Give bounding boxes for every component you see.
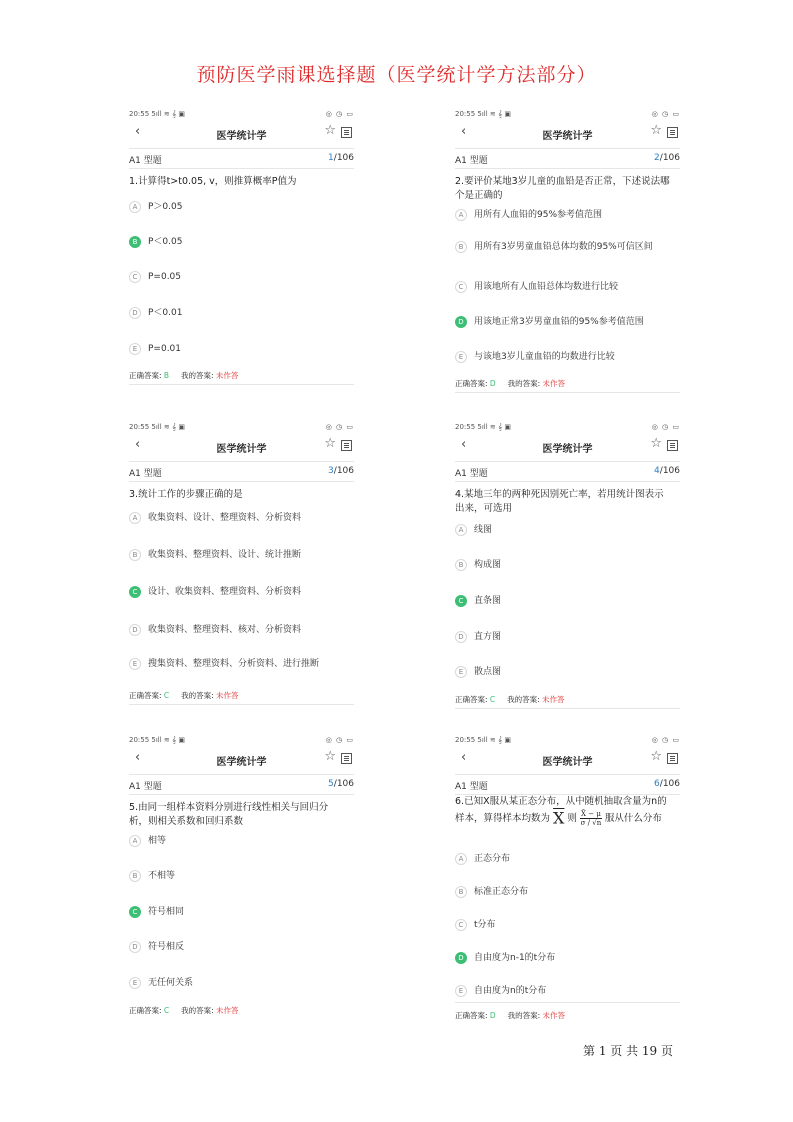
option-letter: D [129, 941, 141, 953]
answer-sheet-icon[interactable] [341, 440, 352, 451]
option-text: 无任何关系 [148, 978, 194, 988]
option-letter: A [129, 835, 141, 847]
option-a[interactable] [129, 200, 354, 216]
option-text: 用该地所有人血铅总体均数进行比较 [474, 282, 619, 292]
option-text: 与该地3岁儿童血铅的均数进行比较 [474, 352, 615, 362]
option-letter: D [455, 631, 467, 643]
divider [455, 774, 680, 775]
my-answer: 未作答 [215, 371, 239, 380]
option-letter: B [129, 236, 141, 248]
question-card-5 [129, 734, 354, 1024]
divider [129, 461, 354, 462]
nav-bar [455, 122, 680, 144]
document-title: 预防医学雨课选择题（医学统计学方法部分） [196, 64, 597, 86]
star-icon[interactable]: ☆ [650, 749, 662, 764]
back-icon[interactable]: ‹ [461, 437, 467, 452]
question-text: 5.由同一组样本资料分别进行线性相关与回归分析，则相关系数和回归系数 [129, 802, 329, 827]
question-text: 4.某地三年的两种死因别死亡率，若用统计图表示出来，可选用 [455, 489, 664, 514]
option-letter: D [455, 952, 467, 964]
current-index: 5 [328, 779, 334, 789]
correct-answer: B [163, 371, 170, 380]
current-index: 4 [654, 466, 660, 476]
question-counter [328, 153, 354, 163]
status-bar [129, 108, 354, 120]
nav-bar [129, 435, 354, 457]
status-icons: ◎ ◷ ▭ [651, 736, 680, 744]
option-d[interactable] [455, 630, 680, 646]
total-count: /106 [333, 466, 354, 476]
option-a[interactable] [455, 523, 680, 539]
total-count: /106 [333, 779, 354, 789]
divider [455, 148, 680, 149]
current-index: 6 [654, 779, 660, 789]
my-answer: 未作答 [542, 379, 566, 388]
option-text: P＜0.01 [148, 308, 183, 318]
option-c[interactable] [455, 918, 680, 934]
option-text: 收集资料、整理资料、设计、统计推断 [148, 550, 302, 560]
correct-answer: C [163, 1006, 170, 1015]
answer-sheet-icon[interactable] [341, 753, 352, 764]
option-letter: B [455, 886, 467, 898]
option-e[interactable] [129, 657, 354, 673]
correct-answer: C [489, 695, 496, 704]
question-type: A1 型题 [129, 156, 162, 166]
option-d[interactable] [455, 951, 680, 967]
option-letter: C [129, 906, 141, 918]
status-bar [455, 421, 680, 433]
option-letter: A [129, 201, 141, 213]
correct-answer: D [489, 379, 496, 388]
option-text: 正态分布 [474, 854, 511, 864]
option-e[interactable] [455, 984, 680, 1000]
my-answer-label: 我的答案: [181, 371, 214, 380]
star-icon[interactable]: ☆ [650, 123, 662, 138]
question-text [455, 794, 670, 827]
question-counter [654, 779, 680, 789]
my-answer: 未作答 [542, 695, 565, 704]
option-letter: C [455, 919, 467, 931]
my-answer-label: 我的答案: [181, 691, 214, 700]
divider [129, 384, 354, 385]
divider [455, 392, 680, 393]
option-b[interactable] [129, 548, 354, 564]
option-c[interactable] [129, 270, 354, 286]
option-e[interactable] [129, 976, 354, 992]
option-text: 用所有人血铅的95%参考值范围 [474, 210, 603, 220]
option-text: 直条图 [474, 596, 502, 606]
option-letter: C [455, 281, 467, 293]
status-icons: ◎ ◷ ▭ [651, 423, 680, 431]
current-index: 3 [328, 466, 334, 476]
status-time: 20:55 5ıll ≋ 𝄞 ▣ [455, 423, 511, 431]
option-text: 线图 [474, 525, 493, 535]
option-letter: D [129, 624, 141, 636]
my-answer-label: 我的答案: [507, 379, 541, 388]
correct-label: 正确答案: [129, 1006, 162, 1015]
nav-title: 医学统计学 [542, 444, 593, 455]
divider [455, 461, 680, 462]
nav-bar [129, 122, 354, 144]
status-time: 20:55 5ıll ≋ 𝄞 ▣ [129, 423, 185, 431]
status-time: 20:55 5ıll ≋ 𝄞 ▣ [129, 736, 185, 744]
option-a[interactable] [455, 208, 680, 224]
my-answer: 未作答 [542, 1011, 566, 1020]
option-c[interactable] [129, 585, 354, 601]
answer-footer [455, 1010, 680, 1021]
option-text: P＜0.05 [148, 237, 183, 247]
option-b[interactable] [129, 869, 354, 885]
answer-footer [455, 378, 680, 389]
correct-answer: D [489, 1011, 496, 1020]
correct-label: 正确答案: [129, 691, 162, 700]
option-letter: C [129, 271, 141, 283]
option-letter: E [129, 977, 141, 989]
nav-bar [129, 748, 354, 770]
question-card-4 [455, 421, 680, 711]
question-type: A1 型题 [455, 156, 488, 166]
back-icon[interactable]: ‹ [135, 437, 141, 452]
status-bar [455, 734, 680, 746]
option-text: 相等 [148, 836, 167, 846]
option-text: 收集资料、整理资料、核对、分析资料 [148, 625, 302, 635]
option-letter: E [455, 666, 467, 678]
option-text: 标准正态分布 [474, 887, 529, 897]
nav-title: 医学统计学 [216, 757, 267, 768]
option-b[interactable] [455, 885, 680, 901]
divider [129, 148, 354, 149]
divider [129, 794, 354, 795]
option-text: 用所有3岁男童血铅总体均数的95%可信区间 [474, 242, 653, 252]
correct-label: 正确答案: [129, 371, 162, 380]
option-letter: B [455, 559, 467, 571]
option-letter: E [455, 985, 467, 997]
divider [455, 168, 680, 169]
option-letter: A [129, 512, 141, 524]
option-letter: B [455, 241, 467, 253]
back-icon[interactable]: ‹ [135, 750, 141, 765]
option-letter: E [129, 658, 141, 670]
option-text: 自由度为n-1的t分布 [474, 953, 556, 963]
option-text: 直方图 [474, 632, 502, 642]
question-counter [328, 466, 354, 476]
correct-answer: C [163, 691, 170, 700]
answer-sheet-icon[interactable] [667, 440, 678, 451]
option-letter: A [455, 524, 467, 536]
question-card-2 [455, 108, 680, 398]
option-text: 符号相同 [148, 907, 185, 917]
question-text-part: 6.已知X服从某正态分布，从中随机抽取含量为n的样本，算得样本均数为 [455, 796, 667, 824]
question-card-1 [129, 108, 354, 398]
option-letter: C [455, 595, 467, 607]
statistic-formula [580, 810, 602, 827]
total-count: /106 [333, 153, 354, 163]
option-text: 构成图 [474, 560, 502, 570]
question-counter [654, 153, 680, 163]
nav-title: 医学统计学 [216, 444, 267, 455]
option-b[interactable] [129, 235, 354, 251]
option-letter: D [129, 307, 141, 319]
option-b[interactable] [455, 558, 680, 574]
answer-footer [455, 694, 680, 705]
answer-footer [129, 1005, 354, 1016]
option-text: 不相等 [148, 871, 176, 881]
option-text: 设计、收集资料、整理资料、分析资料 [148, 587, 302, 597]
status-bar [455, 108, 680, 120]
question-text-part: 服从什么分布 [604, 813, 662, 824]
nav-bar [455, 435, 680, 457]
status-time: 20:55 5ıll ≋ 𝄞 ▣ [455, 110, 511, 118]
option-letter: B [129, 549, 141, 561]
option-text: 符号相反 [148, 942, 185, 952]
divider [455, 481, 680, 482]
answer-sheet-icon[interactable] [667, 127, 678, 138]
sample-mean-symbol: $\overline{X}$ [553, 808, 565, 828]
option-text: t分布 [474, 920, 496, 930]
option-d[interactable] [129, 306, 354, 322]
question-text: 2.要评价某地3岁儿童的血铅是否正常，下述说法哪个是正确的 [455, 176, 670, 201]
option-e[interactable] [129, 342, 354, 358]
my-answer: 未作答 [216, 691, 239, 700]
question-card-3 [129, 421, 354, 711]
question-text-part: 则 [567, 813, 577, 824]
option-text: P=0.01 [148, 344, 182, 354]
divider [129, 168, 354, 169]
question-text: 3.统计工作的步骤正确的是 [129, 489, 243, 500]
formula-denominator: σ / √n [580, 819, 602, 827]
option-text: 搜集资料、整理资料、分析资料、进行推断 [148, 659, 320, 669]
option-text: P=0.05 [148, 272, 182, 282]
option-text: 自由度为n的t分布 [474, 986, 547, 996]
question-type: A1 型题 [129, 782, 162, 792]
formula-numerator: X̄ − μ [581, 810, 601, 818]
option-d[interactable] [129, 940, 354, 956]
question-type: A1 型题 [455, 782, 488, 792]
option-d[interactable] [129, 623, 354, 639]
option-b[interactable] [455, 240, 680, 256]
divider [129, 481, 354, 482]
answer-sheet-icon[interactable] [667, 753, 678, 764]
status-icons: ◎ ◷ ▭ [651, 110, 680, 118]
total-count: /106 [659, 779, 680, 789]
correct-label: 正确答案: [455, 1011, 488, 1020]
status-icons: ◎ ◷ ▭ [325, 423, 354, 431]
question-counter [328, 779, 354, 789]
star-icon[interactable]: ☆ [324, 749, 336, 764]
back-icon[interactable]: ‹ [135, 124, 141, 139]
divider [129, 704, 354, 705]
option-c[interactable] [129, 905, 354, 921]
back-icon[interactable]: ‹ [461, 124, 467, 139]
option-d[interactable] [455, 315, 680, 331]
question-text: 1.计算得t>t0.05, v，则推算概率P值为 [129, 176, 297, 187]
correct-label: 正确答案: [455, 379, 488, 388]
back-icon[interactable]: ‹ [461, 750, 467, 765]
divider [455, 708, 680, 709]
option-text: 用该地正常3岁男童血铅的95%参考值范围 [474, 317, 644, 327]
current-index: 2 [654, 153, 660, 163]
star-icon[interactable]: ☆ [324, 123, 336, 138]
option-text: P＞0.05 [148, 202, 183, 212]
option-c[interactable] [455, 594, 680, 610]
nav-title: 医学统计学 [542, 757, 593, 768]
nav-title: 医学统计学 [216, 131, 267, 142]
answer-footer [129, 690, 354, 701]
answer-sheet-icon[interactable] [341, 127, 352, 138]
option-text: 散点图 [474, 667, 502, 677]
correct-label: 正确答案: [455, 695, 488, 704]
option-text: 收集资料、设计、整理资料、分析资料 [148, 513, 302, 523]
my-answer-label: 我的答案: [181, 1006, 214, 1015]
option-c[interactable] [455, 280, 680, 296]
star-icon[interactable]: ☆ [650, 436, 662, 451]
status-icons: ◎ ◷ ▭ [325, 736, 354, 744]
option-e[interactable] [455, 665, 680, 681]
option-e[interactable] [455, 350, 680, 366]
nav-title: 医学统计学 [542, 131, 593, 142]
my-answer-label: 我的答案: [507, 695, 540, 704]
status-bar [129, 421, 354, 433]
total-count: /106 [659, 466, 680, 476]
question-card-6 [455, 734, 680, 1024]
nav-bar [455, 748, 680, 770]
page-footer: 第 1 页 共 19 页 [583, 1044, 673, 1058]
status-time: 20:55 5ıll ≋ 𝄞 ▣ [455, 736, 511, 744]
option-letter: A [455, 209, 467, 221]
total-count: /106 [659, 153, 680, 163]
divider [455, 1002, 680, 1003]
question-type: A1 型题 [129, 469, 162, 479]
question-counter [654, 466, 680, 476]
question-type: A1 型题 [455, 469, 488, 479]
option-a[interactable] [129, 511, 354, 527]
status-bar [129, 734, 354, 746]
option-letter: E [455, 351, 467, 363]
status-icons: ◎ ◷ ▭ [325, 110, 354, 118]
option-letter: C [129, 586, 141, 598]
star-icon[interactable]: ☆ [324, 436, 336, 451]
current-index: 1 [328, 153, 334, 163]
option-letter: E [129, 343, 141, 355]
my-answer: 未作答 [216, 1006, 239, 1015]
status-time: 20:55 5ıll ≋ 𝄞 ▣ [129, 110, 185, 118]
option-a[interactable] [129, 834, 354, 850]
option-letter: B [129, 870, 141, 882]
divider [129, 774, 354, 775]
option-letter: D [455, 316, 467, 328]
option-letter: A [455, 853, 467, 865]
my-answer-label: 我的答案: [507, 1011, 541, 1020]
option-a[interactable] [455, 852, 680, 868]
answer-footer [129, 370, 354, 381]
